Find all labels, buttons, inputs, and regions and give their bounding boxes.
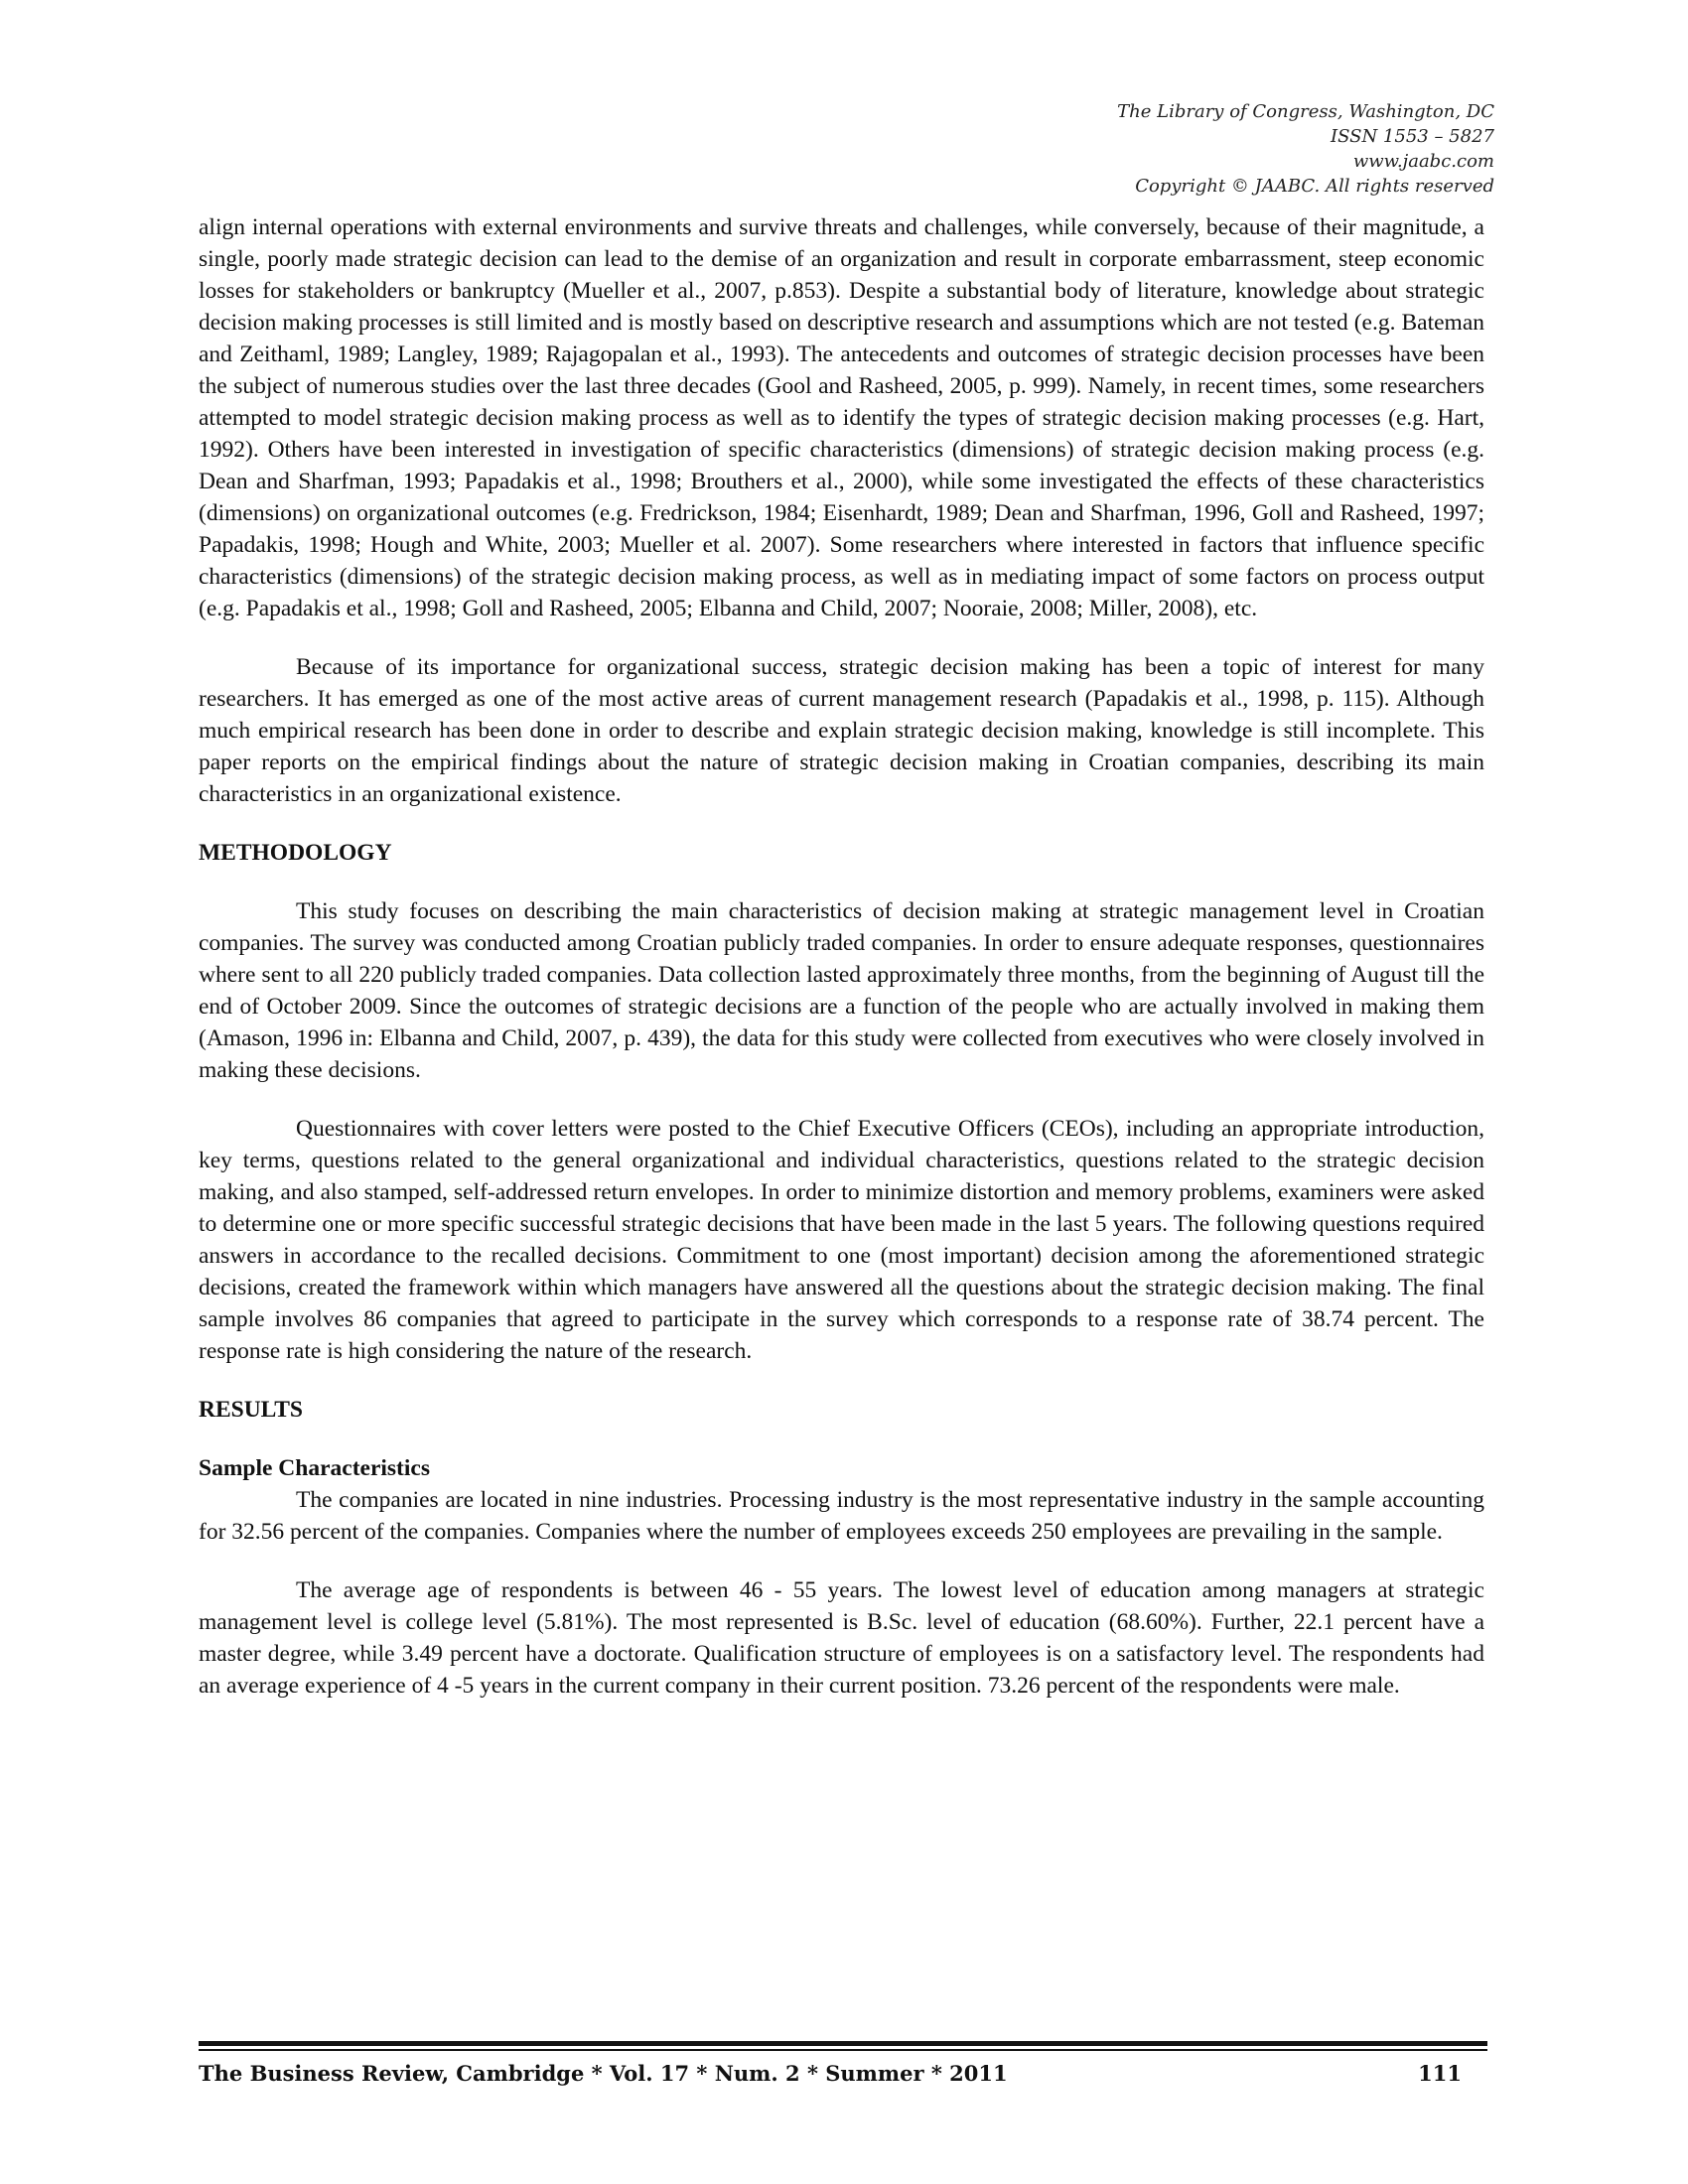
header-library-line: The Library of Congress, Washington, DC <box>1117 101 1494 122</box>
header-issn-line: ISSN 1553 – 5827 <box>1331 126 1494 147</box>
footer-rule-thick <box>199 2041 1487 2046</box>
header-website-line: www.jaabc.com <box>1352 151 1494 172</box>
section-title-results: RESULTS <box>199 1397 303 1423</box>
running-footer <box>199 2061 1487 2095</box>
header-copyright-line: Copyright © JAABC. All rights reserved <box>1135 176 1494 197</box>
paragraph-sample-respondents: The average age of respondents is between 46 - 55 years. The lowest level of education among managers at strategic management level is college level (5.81%). The most represented is B.Sc. level of education (68.60%). Further, 22.1 percent have a master degree, while 3.49 percent have a doctorate. Qualification structure of employees is on a satisfactory level. The respondents had an average experience of 4 -5 years in the current company in their current position. 73.26 percent of the respondents were male. <box>199 1577 1484 1699</box>
footer-journal-info: The Business Review, Cambridge * Vol. 17 * Num. 2 * Summer * 2011 <box>199 2061 1008 2086</box>
page-number: 111 <box>1418 2061 1462 2086</box>
paragraph-sample-industries: The companies are located in nine industries. Processing industry is the most representative industry in the sample accounting for 32.56 percent of the companies. Companies where the number of employees exceeds 250 employees are prevailing in the sample. <box>199 1487 1484 1545</box>
paragraph-importance: Because of its importance for organizational success, strategic decision making has been a topic of interest for many researchers. It has emerged as one of the most active areas of current management research (Papadakis et al., 1998, p. 115). Although much empirical research has been done in order to describe and explain strategic decision making, knowledge is still incomplete. This paper reports on the empirical findings about the nature of strategic decision making in Croatian companies, describing its main characteristics in an organizational existence. <box>199 654 1484 807</box>
running-header <box>899 99 1494 199</box>
paragraph-methodology-questionnaire: Questionnaires with cover letters were posted to the Chief Executive Officers (CEOs), including an appropriate introduction, key terms, questions related to the general organizational and individual characteristics, questions related to the strategic decision making, and also stamped, self-addressed return envelopes. In order to minimize distortion and memory problems, examiners were asked to determine one or more specific successful strategic decisions that have been made in the last 5 years. The following questions required answers in accordance to the recalled decisions. Commitment to one (most important) decision among the aforementioned strategic decisions, created the framework within which managers have answered all the questions about the strategic decision making. The final sample involves 86 companies that agreed to participate in the survey which corresponds to a response rate of 38.74 percent. The response rate is high considering the nature of the research. <box>199 1116 1484 1364</box>
article-body <box>199 211 1484 1702</box>
section-title-methodology: METHODOLOGY <box>199 840 392 866</box>
paragraph-methodology-survey: This study focuses on describing the main characteristics of decision making at strategic management level in Croatian companies. The survey was conducted among Croatian publicly traded companies. In order to ensure adequate responses, questionnaires where sent to all 220 publicly traded companies. Data collection lasted approximately three months, from the beginning of August till the end of October 2009. Since the outcomes of strategic decisions are a function of the people who are actually involved in making them (Amason, 1996 in: Elbanna and Child, 2007, p. 439), the data for this study were collected from executives who were closely involved in making these decisions. <box>199 898 1484 1083</box>
footer-rule-thin <box>199 2049 1487 2051</box>
subsection-title-sample: Sample Characteristics <box>199 1455 430 1481</box>
paragraph-literature-review: align internal operations with external environments and survive threats and challenges, while conversely, because of their magnitude, a single, poorly made strategic decision can lead to the demise of an organization and result in corporate embarrassment, steep economic losses for stakeholders or bankruptcy (Mueller et al., 2007, p.853). Despite a substantial body of literature, knowledge about strategic decision making processes is still limited and is mostly based on descriptive research and assumptions which are not tested (e.g. Bateman and Zeithaml, 1989; Langley, 1989; Rajagopalan et al., 1993). The antecedents and outcomes of strategic decision processes have been the subject of numerous studies over the last three decades (Gool and Rasheed, 2005, p. 999). Namely, in recent times, some researchers attempted to model strategic decision making process as well as to identify the types of strategic decision making processes (e.g. Hart, 1992). Others have been interested in investigation of specific characteristics (dimensions) of strategic decision making process (e.g. Dean and Sharfman, 1993; Papadakis et al., 1998; Brouthers et al., 2000), while some investigated the effects of these characteristics (dimensions) on organizational outcomes (e.g. Fredrickson, 1984; Eisenhardt, 1989; Dean and Sharfman, 1996, Goll and Rasheed, 1997; Papadakis, 1998; Hough and White, 2003; Mueller et al. 2007). Some researchers where interested in factors that influence specific characteristics (dimensions) of the strategic decision making process, as well as in mediating impact of some factors on process output (e.g. Papadakis et al., 1998; Goll and Rasheed, 2005; Elbanna and Child, 2007; Nooraie, 2008; Miller, 2008), etc. <box>199 214 1484 621</box>
